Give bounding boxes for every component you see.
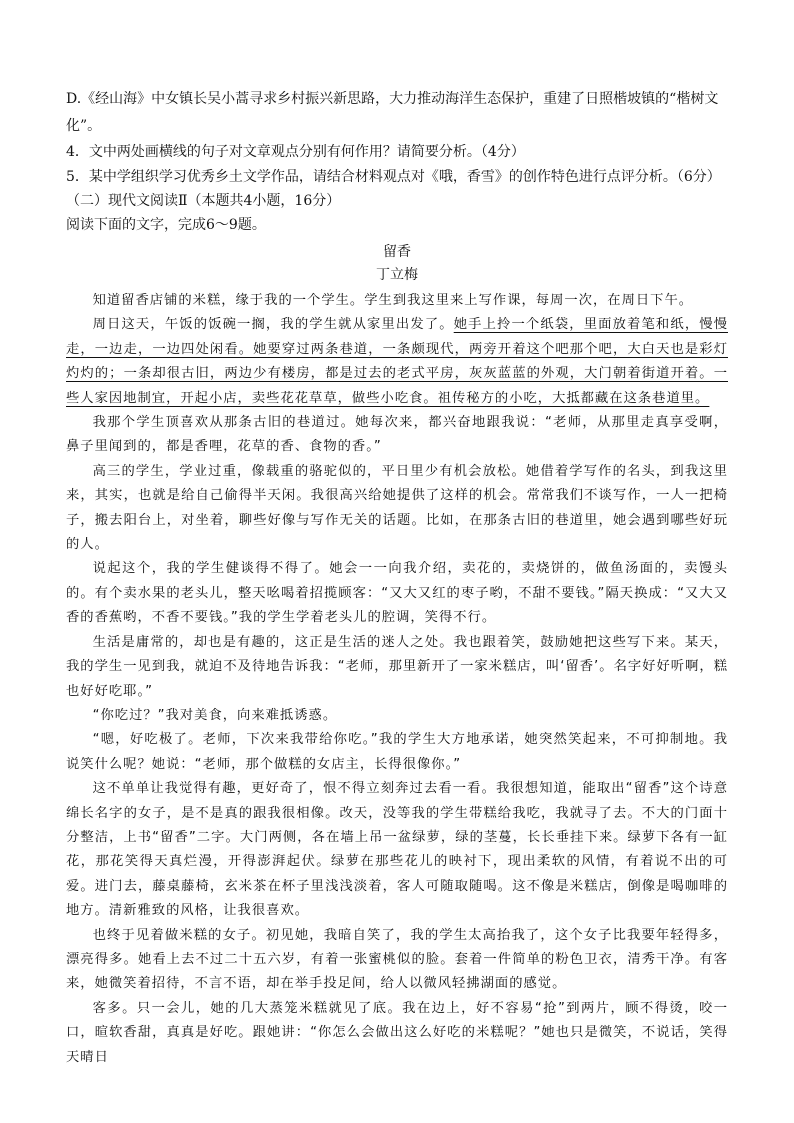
story-paragraph: 也终于见着做米糕的女子。初见她，我暗自笑了，我的学生太高抬我了，这个女子比我要年轻得多，漂亮得多。她看上去不过二十五六岁，有着一张蜜桃似的脸。套着一件简单的粉色卫衣，清秀干净。有客来，她微笑着招待，不言不语，却在举手投足间，给人以微风轻拂湖面的感觉。 <box>66 927 728 992</box>
story-paragraph-underlined <box>66 313 728 411</box>
story-paragraph: 我那个学生顶喜欢从那条古旧的巷道过。她每次来，都兴奋地跟我说：“老师，从那里走真享受啊，鼻子里闻到的，都是香哩，花草的香、食物的香。” <box>66 415 728 455</box>
story-paragraph: “嗯，好吃极了。老师，下次来我带给你吃。”我的学生大方地承诺，她突然笑起来，不可抑制地。我说笑什么呢？她说：“老师，那个做糕的女店主，长得很像你。” <box>66 732 728 772</box>
story-paragraph: 说起这个，我的学生健谈得不得了。她会一一向我介绍，卖花的，卖烧饼的，做鱼汤面的，卖馒头的。有个卖水果的老头儿，整天吆喝着招揽顾客：“又大又红的枣子哟，不甜不要钱。”隔天换成：“又大又香的香蕉哟，不香不要钱。”我的学生学着老头儿的腔调，笑得不行。 <box>66 561 728 626</box>
question-5: 5．某中学组织学习优秀乡土文学作品，请结合材料观点对《哦，香雪》的创作特色进行点评分析。（6分） <box>66 169 721 185</box>
story-paragraph: 知道留香店铺的米糕，缘于我的一个学生。学生到我这里来上写作课，每周一次，在周日下午。 <box>92 293 694 308</box>
story-paragraph: 客多。只一会儿，她的几大蒸笼米糕就见了底。我在边上，好不容易“抢”到两片，顾不得烫，咬一口，暄软香甜，真真是好吃。跟她讲：“你怎么会做出这么好吃的米糕呢？”她也只是微笑，不说话，笑得天晴日 <box>66 1000 728 1065</box>
story-text: 周日这天，午饭的饭碗一搁，我的学生就从家里出发了。 <box>92 317 454 333</box>
option-d-line1: D.《经山海》中女镇长吴小蒿寻求乡村振兴新思路，大力推动海洋生态保护，重建了日照楷坡镇的“楷树文 <box>66 91 719 107</box>
underlined-sentence: 她手上拎一个纸袋，里面放着笔和纸，慢慢走，一边走，一边四处闲看。她要穿过两条巷道，一条颇现代，两旁开着这个吧那个吧，大白天也是彩灯灼灼的；一条却很古旧，两边少有楼房，都是过去的老式平房，灰灰蓝蓝的外观，大门朝着街道开着。一些人家因地制宜，开起小店，卖些花花草草，做些小吃食。祖传秘方的小吃，大抵都藏在这条巷道里。 <box>66 317 728 406</box>
option-d-line2: 化”。 <box>66 118 102 134</box>
story-paragraph: 高三的学生，学业过重，像载重的骆驼似的，平日里少有机会放松。她借着学写作的名头，到我这里来，其实，也就是给自己偷得半天闲。我很高兴给她提供了这样的机会。常常我们不谈写作，一人一把椅子，搬去阳台上，对坐着，聊些好像与写作无关的话题。比如，在那条古旧的巷道里，她会遇到哪些好玩的人。 <box>66 463 728 553</box>
story-paragraph: 生活是庸常的，却也是有趣的，这正是生活的迷人之处。我也跟着笑，鼓励她把这些写下来。某天，我的学生一见到我，就迫不及待地告诉我：“老师，那里新开了一家米糕店，叫‘留香’。名字好好听啊，糕也好好吃耶。” <box>66 634 728 699</box>
reading-instruction: 阅读下面的文字，完成6～9题。 <box>66 217 266 233</box>
story-title: 留香 <box>383 244 411 260</box>
story-paragraph: 这不单单让我觉得有趣，更好奇了，恨不得立刻奔过去看一看。我很想知道，能取出“留香”这个诗意绵长名字的女子，是不是真的跟我很相像。改天，没等我的学生带糕给我吃，我就寻了去。不大的门面十分整洁，上书“留香”二字。大门两侧，各在墙上吊一盆绿萝，绿的茎蔓，长长垂挂下来。绿萝下各有一缸花，那花笑得天真烂漫，开得澎湃起伏。绿萝在那些花儿的映衬下，现出柔软的风情，有着说不出的可爱。进门去，藤桌藤椅，玄米茶在杯子里浅浅淡着，客人可随取随喝。这不像是米糕店，倒像是喝咖啡的地方。清新雅致的风格，让我很喜欢。 <box>66 781 728 919</box>
question-4: 4．文中两处画横线的句子对文章观点分别有何作用？请简要分析。（4分） <box>66 144 525 160</box>
section-heading: （二）现代文阅读Ⅱ（本题共4小题，16分） <box>66 193 341 209</box>
story-body <box>66 289 728 1070</box>
story-author: 丁立梅 <box>376 267 418 283</box>
story-paragraph: “你吃过？”我对美食，向来难抵诱惑。 <box>92 707 338 723</box>
